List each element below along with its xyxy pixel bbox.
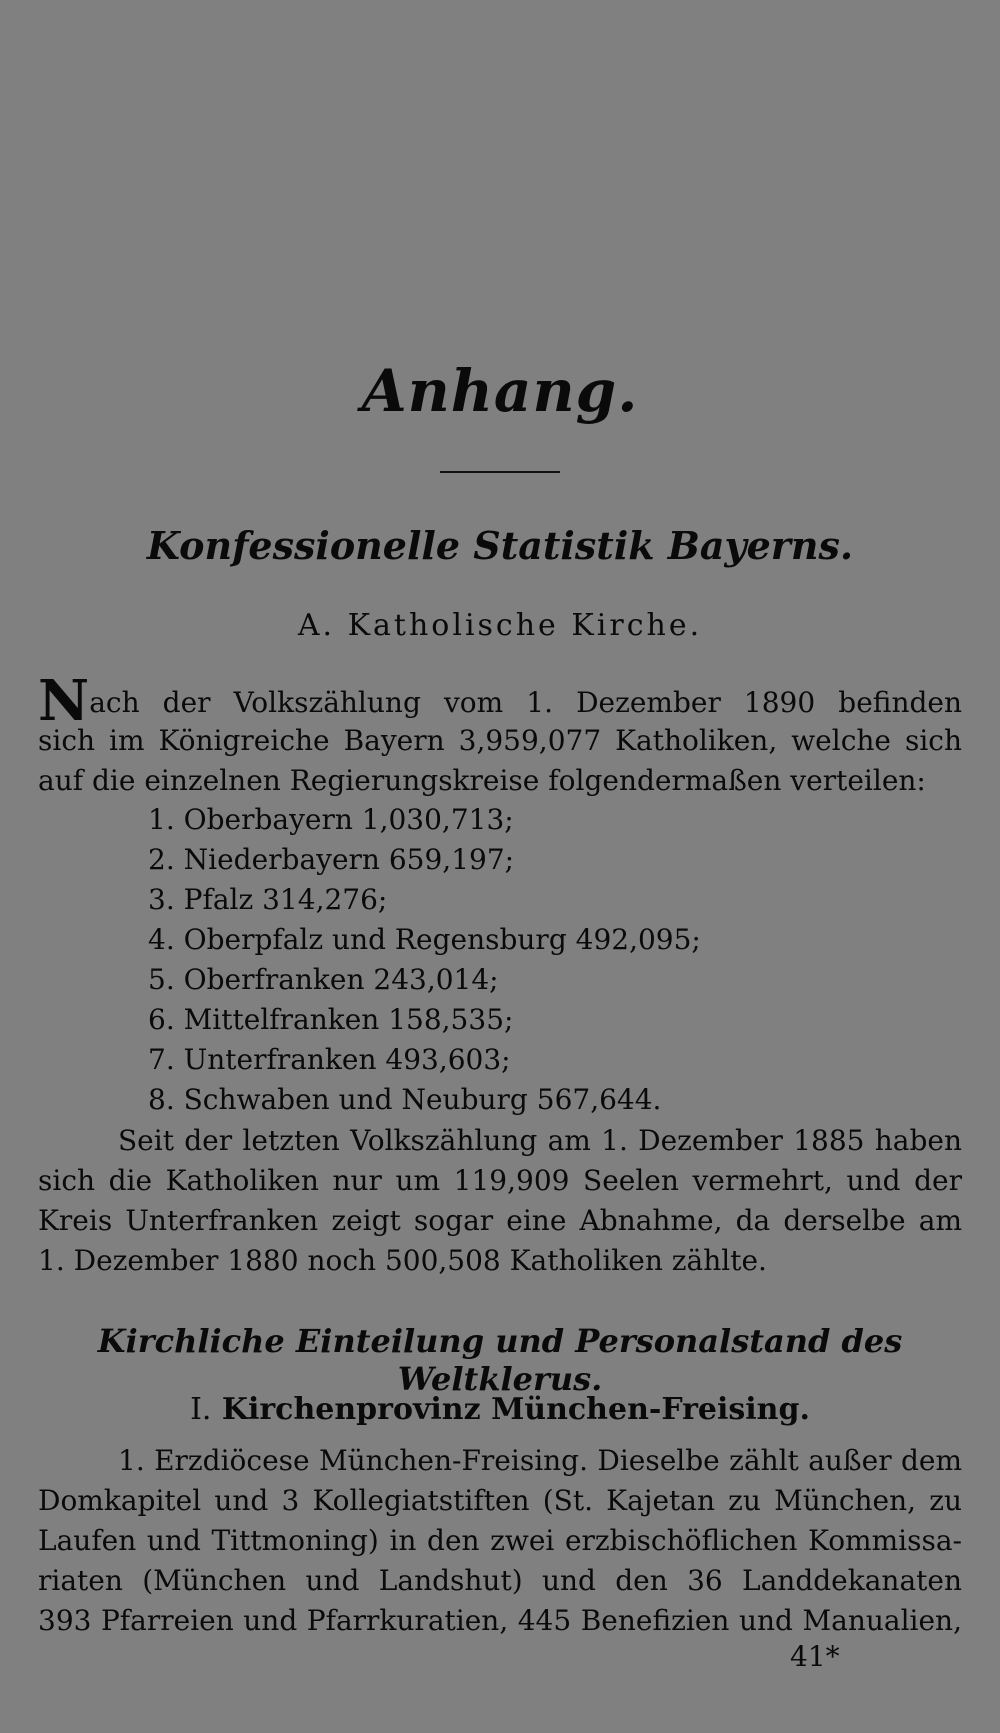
province-title: Kirchenprovinz München-Freising. [221,1392,810,1427]
region-item: 2. Niederbayern 659,197; [148,843,515,876]
province-heading [0,1392,1000,1427]
intro-line-1-text: ach der Volkszählung vom 1. Dezember 1890 befinden [89,686,962,719]
region-item: 6. Mittelfranken 158,535; [148,1003,514,1036]
province-number: I. [190,1392,212,1427]
region-item: 1. Oberbayern 1,030,713; [148,803,514,836]
diocese-line-5: 393 Pfarreien und Pfarrkuratien, 445 Benefizien und Manualien, [38,1604,962,1637]
intro-line-1 [38,668,962,734]
title-divider [440,471,560,473]
intro-line-3: auf die einzelnen Regierungskreise folgendermaßen verteilen: [38,764,926,797]
region-item: 3. Pfalz 314,276; [148,883,388,916]
clergy-heading: Kirchliche Einteilung und Personalstand des Weltklerus. [97,1322,903,1398]
section-title: Konfessionelle Statistik Bayerns. [146,523,854,568]
since-line-2: sich die Katholiken nur um 119,909 Seelen vermehrt, und der [38,1164,962,1197]
main-title: Anhang. [361,357,639,425]
diocese-line-4: riaten (München und Landshut) und den 36 Landdekanaten [38,1564,962,1597]
region-item: 5. Oberfranken 243,014; [148,963,499,996]
since-line-4: 1. Dezember 1880 noch 500,508 Katholiken zählte. [38,1244,767,1277]
since-line-3: Kreis Unterfranken zeigt sogar eine Abnahme, da derselbe am [38,1204,962,1237]
drop-initial: N [38,668,90,734]
region-item: 4. Oberpfalz und Regensburg 492,095; [148,923,701,956]
sub-heading: A. Katholische Kirche. [297,608,703,643]
diocese-line-2: Domkapitel und 3 Kollegiatstiften (St. Kajetan zu München, zu [38,1484,962,1517]
region-item: 8. Schwaben und Neuburg 567,644. [148,1083,662,1116]
diocese-line-1: 1. Erzdiöcese München-Freising. Dieselbe zählt außer dem [118,1444,962,1477]
intro-line-2: sich im Königreiche Bayern 3,959,077 Katholiken, welche sich [38,724,962,757]
region-item: 7. Unterfranken 493,603; [148,1043,511,1076]
page-number: 41* [790,1640,840,1673]
since-line-1: Seit der letzten Volkszählung am 1. Dezember 1885 haben [118,1124,962,1157]
diocese-line-3: Laufen und Tittmoning) in den zwei erzbischöflichen Kommissa- [38,1524,962,1557]
